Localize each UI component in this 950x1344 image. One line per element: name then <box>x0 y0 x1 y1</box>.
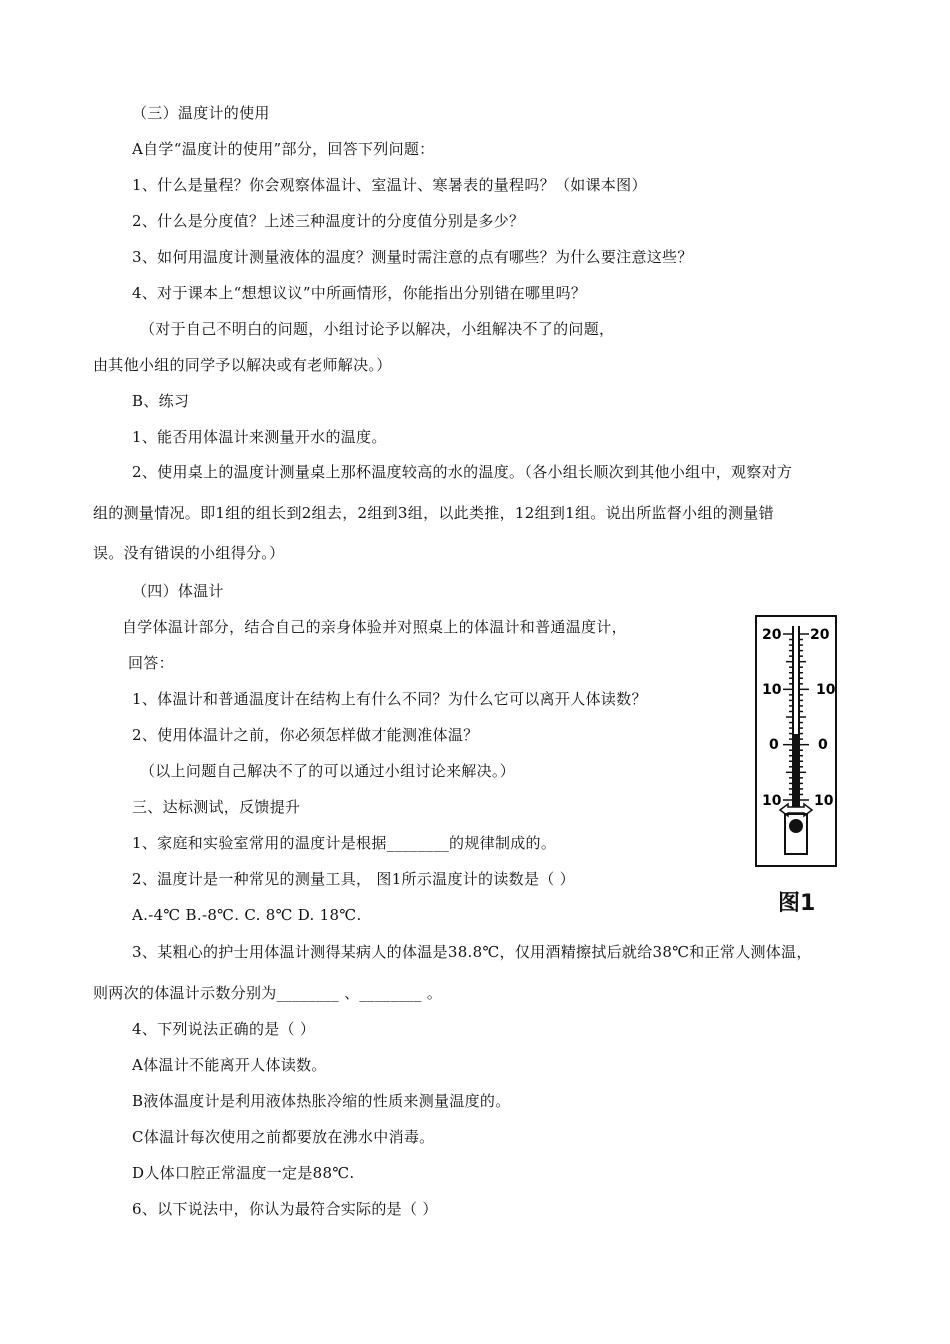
test-question-6: 6、以下说法中，你认为最符合实际的是（ ） <box>132 1200 438 1218</box>
scale-label-right-20: 20 <box>810 627 830 643</box>
option-a: A体温计不能离开人体读数。 <box>132 1056 327 1074</box>
scale-label-left-20: 20 <box>762 627 782 643</box>
test-question-4: 4、下列说法正确的是（ ） <box>132 1020 316 1038</box>
note-line-2: 由其他小组的同学予以解决或有老师解决。） <box>93 356 392 374</box>
scale-label-right-minus-10: 10 <box>814 793 834 809</box>
self-study-line: 自学体温计部分，结合自己的亲身体验并对照桌上的体温计和普通温度计， <box>122 618 627 636</box>
section-heading-test: 三、达标测试，反馈提升 <box>132 798 301 816</box>
thermo-question-2: 2、使用体温计之前，你必须怎样做才能测准体温？ <box>132 726 479 744</box>
thermo-question-1: 1、体温计和普通温度计在结构上有什么不同？为什么它可以离开人体读数？ <box>132 690 647 708</box>
question-1: 1、什么是量程？你会观察体温计、室温计、寒暑表的量程吗？（如课本图） <box>132 176 647 194</box>
test-question-3-line-2: 则两次的体温计示数分别为________ 、________ 。 <box>93 984 443 1002</box>
scale-ticks-right <box>799 634 809 800</box>
practice-2-line-2: 组的测量情况。即1组的组长到2组去，2组到3组，以此类推，12组到1组。说出所监督小组的测量错 <box>93 504 774 522</box>
thermo-note: （以上问题自己解决不了的可以通过小组讨论来解决。） <box>140 762 516 780</box>
section-heading-4: （四）体温计 <box>132 582 224 600</box>
option-d: D人体口腔正常温度一定是88℃. <box>132 1164 355 1182</box>
answer-label: 回答： <box>128 654 174 672</box>
test-question-2-options: A.-4℃ B.-8℃. C. 8℃ D. 18℃. <box>132 906 362 924</box>
option-c: C体温计每次使用之前都要放在沸水中消毒。 <box>132 1128 435 1146</box>
scale-label-left-minus-10: 10 <box>762 793 782 809</box>
test-question-1: 1、家庭和实验室常用的温度计是根据________的规律制成的。 <box>132 834 557 852</box>
thermometer-figure <box>752 614 838 916</box>
practice-heading: B、练习 <box>132 392 190 410</box>
test-question-3-line-1: 3、某粗心的护士用体温计测得某病人的体温是38.8℃，仅用酒精擦拭后就给38℃和正常人测体温， <box>132 943 812 961</box>
question-2: 2、什么是分度值？上述三种温度计的分度值分别是多少？ <box>132 212 525 230</box>
note-line-1: （对于自己不明白的问题，小组讨论予以解决，小组解决不了的问题， <box>140 320 615 338</box>
scale-label-left-10: 10 <box>762 682 782 698</box>
section-heading-3: （三）温度计的使用 <box>132 104 270 122</box>
practice-2-line-1: 2、使用桌上的温度计测量桌上那杯温度较高的水的温度。（各小组长顺次到其他小组中，观察对方 <box>132 463 793 481</box>
question-3: 3、如何用温度计测量液体的温度？测量时需注意的点有哪些？为什么要注意这些？ <box>132 248 693 266</box>
figure-caption: 图1 <box>778 891 816 916</box>
practice-2-line-3: 误。没有错误的小组得分。） <box>93 544 285 562</box>
thermometer-drawing <box>752 614 838 874</box>
option-b: B液体温度计是利用液体热胀冷缩的性质来测量温度的。 <box>132 1092 511 1110</box>
scale-label-right-0: 0 <box>818 737 828 753</box>
scale-ticks-left <box>783 634 793 800</box>
scale-label-right-10: 10 <box>816 682 836 698</box>
practice-1: 1、能否用体温计来测量开水的温度。 <box>132 428 387 446</box>
test-question-2: 2、温度计是一种常见的测量工具， 图1所示温度计的读数是（ ） <box>132 870 575 888</box>
thermometer-bulb <box>789 819 803 833</box>
question-4: 4、对于课本上“想想议议”中所画情形，你能指出分别错在哪里吗？ <box>132 284 587 302</box>
scale-label-left-0: 0 <box>769 737 779 753</box>
instruction-a: A自学“温度计的使用”部分，回答下列问题： <box>132 140 435 158</box>
